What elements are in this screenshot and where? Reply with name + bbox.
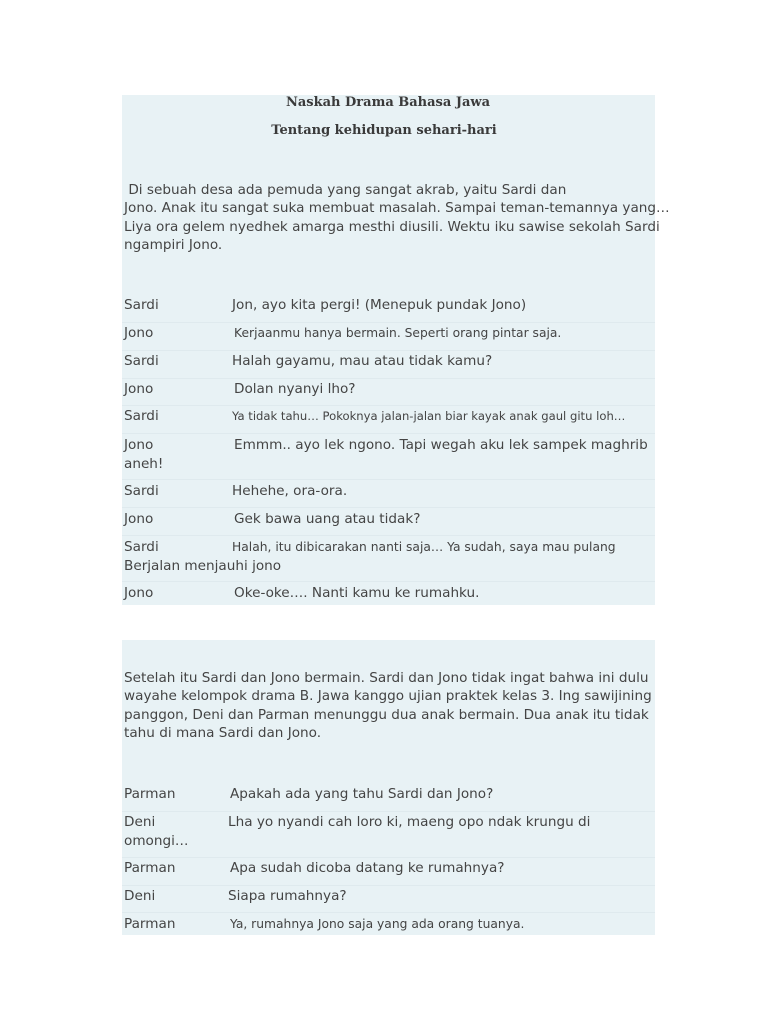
dialog-text: Ya tidak tahu… Pokoknya jalan-jalan biar kayak anak gaul gitu loh… [232, 409, 626, 423]
dialog-text: Oke-oke…. Nanti kamu ke rumahku. [234, 585, 480, 601]
speaker-name: Deni [124, 814, 156, 830]
dialog-text: Lha yo nyandi cah loro ki, maeng opo ndak krungu di [228, 814, 591, 830]
speaker-name: Jono [124, 325, 154, 341]
narration-line: Setelah itu Sardi dan Jono bermain. Sardi dan Jono tidak ingat bahwa ini dulu [124, 670, 649, 686]
document-subtitle: Tentang kehidupan sehari-hari [271, 123, 497, 138]
narration-paragraph [124, 669, 664, 743]
dialog-text: Hehehe, ora-ora. [232, 483, 348, 499]
dialog-text: Jon, ayo kita pergi! (Menepuk pundak Jono) [232, 297, 527, 313]
speaker-name: Parman [124, 860, 176, 876]
intro-line: Di sebuah desa ada pemuda yang sangat akrab, yaitu Sardi dan [124, 182, 567, 198]
dialog-text: Halah gayamu, mau atau tidak kamu? [232, 353, 493, 369]
narration-line: wayahe kelompok drama B. Jawa kanggo ujian praktek kelas 3. Ing sawijining [124, 688, 652, 705]
dialog-text: Siapa rumahnya? [228, 888, 347, 904]
speaker-name: Jono [124, 381, 154, 397]
speaker-name: Jono [124, 511, 154, 527]
speaker-name: Sardi [124, 483, 159, 499]
speaker-name: Deni [124, 888, 156, 904]
speaker-name: Sardi [124, 539, 159, 555]
speaker-name: Parman [124, 916, 176, 932]
dialog-text: Ya, rumahnya Jono saja yang ada orang tuanya. [230, 917, 525, 931]
speaker-name: Sardi [124, 297, 159, 313]
dialog-continuation: omongi… [124, 832, 189, 849]
intro-line: Jono. Anak itu sangat suka membuat masalah. Sampai teman-temannya yang… [124, 200, 670, 217]
dialog-continuation: aneh! [124, 455, 164, 472]
document-title: Naskah Drama Bahasa Jawa [285, 95, 491, 110]
speaker-name: Jono [124, 585, 154, 601]
intro-line: Liya ora gelem nyedhek amarga mesthi diusili. Wektu iku sawise sekolah Sardi [124, 218, 660, 235]
dialog-text: Kerjaanmu hanya bermain. Seperti orang pintar saja. [234, 326, 562, 340]
dialog-text: Halah, itu dibicarakan nanti saja… Ya sudah, saya mau pulang [232, 540, 616, 554]
dialog-text: Apakah ada yang tahu Sardi dan Jono? [230, 786, 494, 802]
speaker-name: Jono [124, 437, 154, 453]
dialog-continuation: Berjalan menjauhi jono [124, 557, 282, 574]
dialog-text: Gek bawa uang atau tidak? [234, 511, 421, 527]
intro-line: ngampiri Jono. [124, 237, 223, 254]
speaker-name: Sardi [124, 353, 159, 369]
speaker-name: Parman [124, 786, 176, 802]
narration-line: tahu di mana Sardi dan Jono. [124, 725, 322, 742]
dialog-text: Apa sudah dicoba datang ke rumahnya? [230, 860, 505, 876]
speaker-name: Sardi [124, 408, 159, 424]
narration-line: panggon, Deni dan Parman menunggu dua anak bermain. Dua anak itu tidak [124, 706, 649, 723]
intro-paragraph [124, 181, 670, 255]
dialog-text: Dolan nyanyi lho? [234, 381, 356, 397]
dialog-text: Emmm.. ayo lek ngono. Tapi wegah aku lek sampek maghrib [234, 437, 648, 453]
